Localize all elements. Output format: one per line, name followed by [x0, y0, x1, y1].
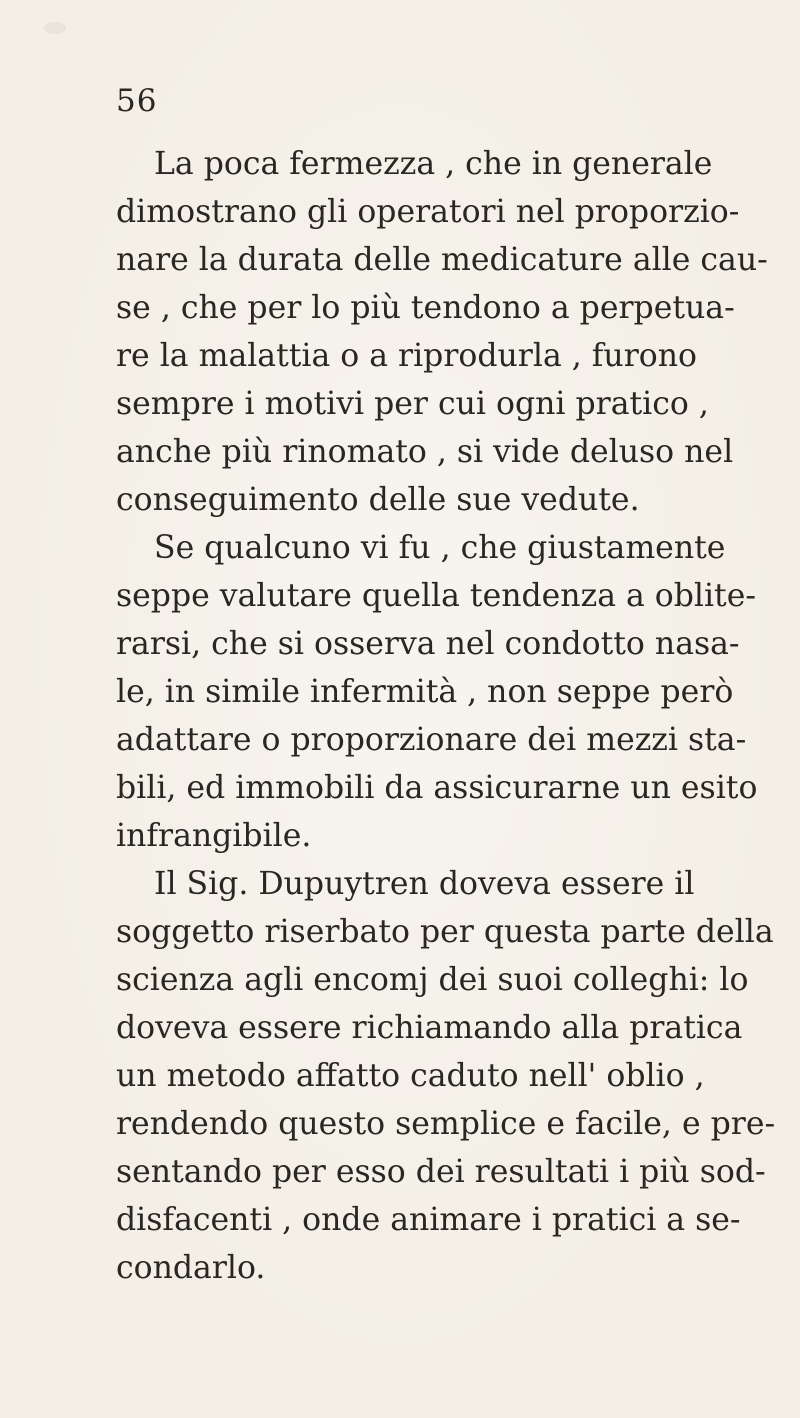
- text-line-18: scienza agli encomj dei suoi colleghi: lo: [116, 962, 749, 998]
- text-line-3: nare la durata delle medicature alle cau-: [116, 242, 768, 278]
- text-line-11: rarsi, che si osserva nel condotto nasa-: [116, 626, 740, 662]
- text-line-23: disfacenti , onde animare i pratici a se-: [116, 1202, 741, 1238]
- text-line-22: sentando per esso dei resultati i più sod-: [116, 1154, 766, 1190]
- text-line-14: bili, ed immobili da assicurarne un esito: [116, 770, 758, 806]
- text-line-12: le, in simile infermità , non seppe però: [116, 674, 734, 710]
- text-line-21: rendendo questo semplice e facile, e pre-: [116, 1106, 776, 1142]
- text-line-1: La poca fermezza , che in generale: [154, 146, 713, 182]
- paper-smudge: [44, 22, 66, 34]
- text-line-13: adattare o proporzionare dei mezzi sta-: [116, 722, 747, 758]
- text-line-8: conseguimento delle sue vedute.: [116, 482, 640, 518]
- text-line-9: Se qualcuno vi fu , che giustamente: [154, 530, 726, 566]
- text-line-5: re la malattia o a riprodurla , furono: [116, 338, 697, 374]
- page-number: 56: [116, 83, 158, 119]
- text-line-10: seppe valutare quella tendenza a oblite-: [116, 578, 756, 614]
- text-line-16: Il Sig. Dupuytren doveva essere il: [154, 866, 695, 902]
- text-line-4: se , che per lo più tendono a perpetua-: [116, 290, 735, 326]
- text-line-2: dimostrano gli operatori nel proporzio-: [116, 194, 740, 230]
- text-line-19: doveva essere richiamando alla pratica: [116, 1010, 743, 1046]
- text-line-15: infrangibile.: [116, 818, 312, 854]
- text-line-20: un metodo affatto caduto nell' oblio ,: [116, 1058, 705, 1094]
- text-line-6: sempre i motivi per cui ogni pratico ,: [116, 386, 709, 422]
- text-line-7: anche più rinomato , si vide deluso nel: [116, 434, 734, 470]
- text-line-24: condarlo.: [116, 1250, 266, 1286]
- text-line-17: soggetto riserbato per questa parte della: [116, 914, 774, 950]
